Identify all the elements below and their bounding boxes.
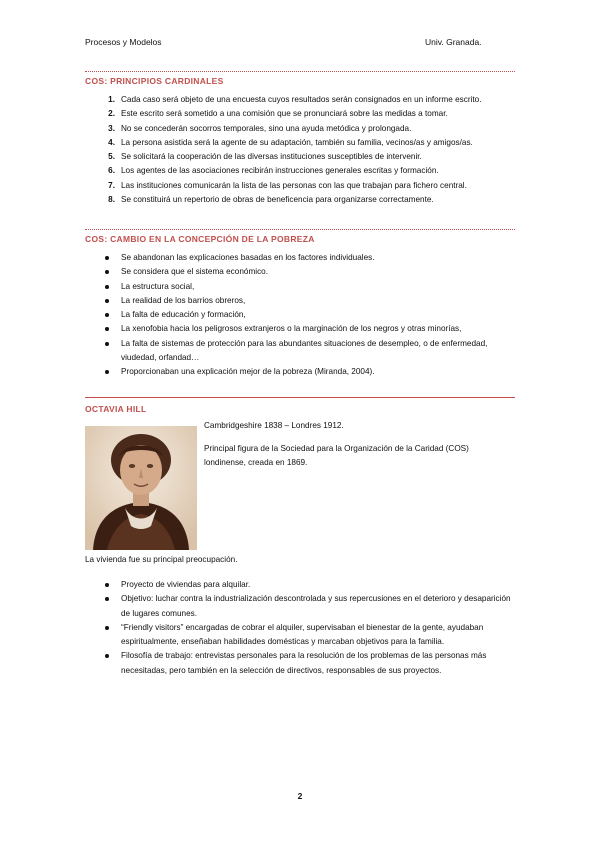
bullet-dot-icon: [105, 299, 109, 303]
bullet-dot-icon: [105, 370, 109, 374]
list-item: 3. No se concederán socorros temporales, sino una ayuda metódica y prolongada.: [108, 123, 412, 133]
bullet-dot-icon: [105, 327, 109, 331]
list-item: Proporcionaban una explicación mejor de la pobreza (Miranda, 2004).: [101, 365, 516, 379]
header-right: Univ. Granada.: [425, 37, 482, 47]
list-item: 7. Las instituciones comunicarán la lista de las personas con las que trabajan para fichero central.: [108, 180, 467, 190]
portrait-photo: [85, 426, 197, 550]
header-left: Procesos y Modelos: [85, 37, 162, 47]
octavia-description: Principal figura de la Sociedad para la Organización de la Caridad (COS) londinense, creada en 1869.: [204, 444, 469, 468]
bullet-dot-icon: [105, 342, 109, 346]
poverty-list: [101, 251, 516, 380]
list-item: “Friendly visitors” encargadas de cobrar el alquiler, supervisaban el bienestar de la gente, ayudaban espiritualmente, enseñaban habilidades domésticas y marcaban objetivos para la familia.: [101, 621, 516, 650]
bullet-dot-icon: [105, 313, 109, 317]
bullet-dot-icon: [105, 597, 109, 601]
section-divider: [85, 229, 515, 230]
list-item: Se considera que el sistema económico.: [101, 265, 516, 279]
section-title-principles: COS: PRINCIPIOS CARDINALES: [85, 76, 224, 86]
list-item: 4. La persona asistida será la agente de su adaptación, también su familia, vecinos/as y amigos/as.: [108, 137, 473, 147]
list-item: 5. Se solicitará la cooperación de las diversas instituciones susceptibles de intervenir.: [108, 152, 422, 162]
octavia-housing: La vivienda fue su principal preocupación.: [85, 555, 238, 564]
list-item: La realidad de los barrios obreros,: [101, 294, 516, 308]
page-number: 2: [297, 791, 303, 801]
list-item: La estructura social,: [101, 280, 516, 294]
list-item: 6. Los agentes de las asociaciones recibirán instrucciones generales escritas y formación.: [108, 166, 439, 176]
list-item: Filosofía de trabajo: entrevistas personales para la resolución de los problemas de las personas más necesitadas, pero también en la selección de directivos, responsables de sus proyectos.: [101, 649, 516, 678]
list-item: 8. Se constituirá un repertorio de obras de beneficencia para organizarse correctamente.: [108, 195, 434, 205]
octavia-dates: Cambridgeshire 1838 – Londres 1912.: [204, 421, 344, 430]
list-item: Objetivo: luchar contra la industrialización descontrolada y sus repercusiones en el deterioro y desaparición de lugares comunes.: [101, 592, 516, 621]
principles-list: [101, 93, 516, 207]
list-item: La falta de educación y formación,: [101, 308, 516, 322]
list-item: 1. Cada caso será objeto de una encuesta cuyos resultados serán consignados en un informe escrito.: [108, 95, 482, 104]
list-item: La xenofobia hacia los peligrosos extranjeros o la marginación de los negros y otras minorías,: [101, 322, 516, 336]
list-item: Se abandonan las explicaciones basadas en los factores individuales.: [101, 251, 516, 265]
list-item: 2. Este escrito será sometido a una comisión que se pronunciará sobre las medidas a tomar.: [108, 109, 448, 119]
section-title-octavia: OCTAVIA HILL: [85, 404, 147, 414]
section-title-poverty: COS: CAMBIO EN LA CONCEPCIÓN DE LA POBREZA: [85, 234, 315, 244]
octavia-hill-portrait: [85, 426, 197, 550]
section-divider: [85, 397, 515, 398]
bullet-dot-icon: [105, 654, 109, 658]
section-divider: [85, 71, 515, 72]
list-item: La falta de sistemas de protección para las abundantes situaciones de desempleo, o de enfermedad, viudedad, orfandad…: [101, 337, 516, 366]
bullet-dot-icon: [105, 285, 109, 289]
bullet-dot-icon: [105, 256, 109, 260]
bullet-dot-icon: [105, 626, 109, 630]
list-item: Proyecto de viviendas para alquilar.: [101, 578, 516, 592]
octavia-list: [101, 578, 516, 678]
bullet-dot-icon: [105, 270, 109, 274]
bullet-dot-icon: [105, 583, 109, 587]
